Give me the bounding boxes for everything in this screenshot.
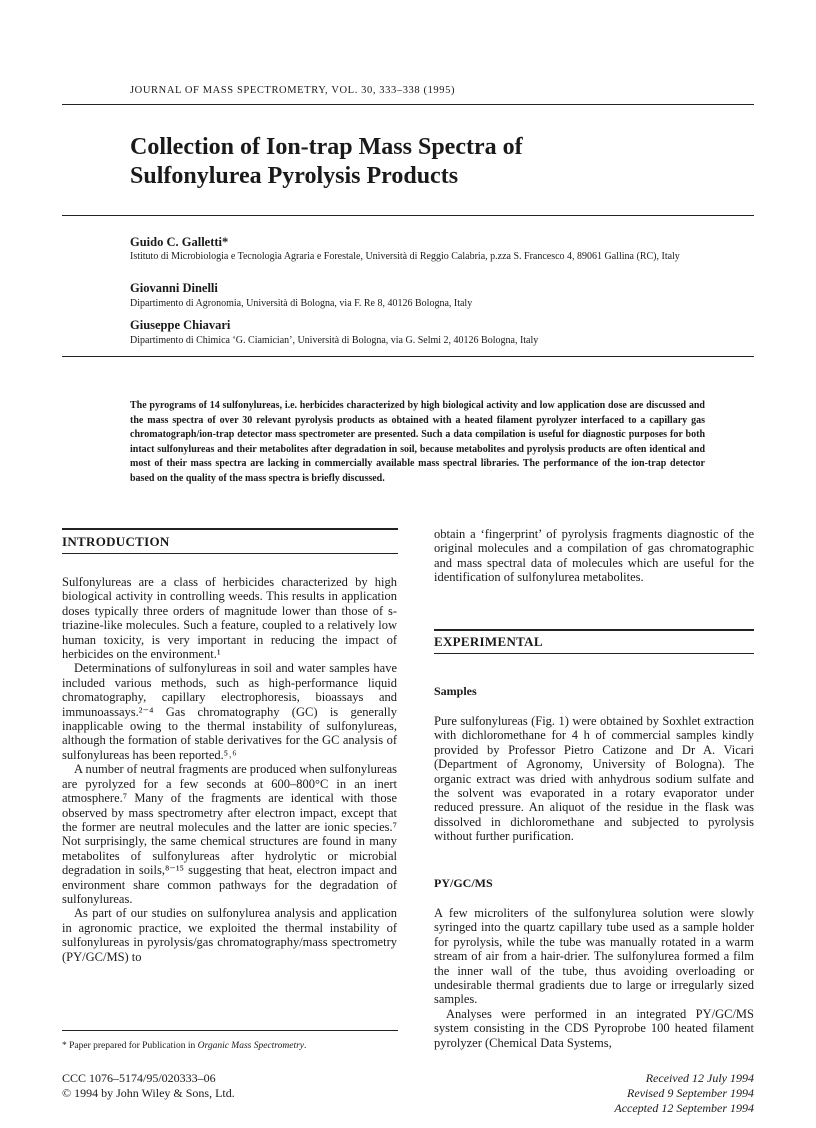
header-rule — [62, 104, 754, 105]
title-line-1: Collection of Ion-trap Mass Spectra of — [130, 134, 523, 160]
article-title — [130, 133, 730, 191]
paragraph: A few microliters of the sulfonylurea solution were slowly syringed into the quartz capillary tube used as a sample holder for pyrolysis, while the tube was manually rotated in a warm stream of air from a hair-drier. The sulfonylurea formed a film the inner wall of the tube, thus avoiding overloading or undesirable thermal gradients due to large or irregularly sized samples. — [434, 906, 754, 1007]
intro-rule-top — [62, 528, 398, 530]
author-name: Giovanni Dinelli — [130, 281, 218, 295]
paragraph: Analyses were performed in an integrated PY/GC/MS system consisting in the CDS Pyroprobe 100 heated filament pyrolyzer (Chemical Data Systems, — [434, 1006, 754, 1050]
footnote-suffix: . — [304, 1041, 307, 1051]
introduction-body — [62, 575, 397, 964]
section-heading-experimental: EXPERIMENTAL — [434, 634, 543, 649]
ccc-code: CCC 1076–5174/95/020333–06 — [62, 1071, 216, 1085]
title-line-2: Sulfonylurea Pyrolysis Products — [130, 163, 459, 189]
authors-rule — [62, 356, 754, 357]
subheading-pygcms: PY/GC/MS — [434, 876, 493, 890]
footnote-journal: Organic Mass Spectrometry — [197, 1041, 305, 1051]
samples-body: Pure sulfonylureas (Fig. 1) were obtained by Soxhlet extraction with dichloromethane for 4 h of commercial samples kindly provided by Professor Pietro Catizone and Dr A. Vicari (Department of Agronomy, University of Bologna). The organic extract was dried with anhydrous sodium sulfate and the solvent was evaporated in a rotary evaporator under reduced pressure. An aliquot of the residue in the flask was dissolved in dichloromethane and subjected to pyrolysis without further purification. — [434, 714, 754, 844]
footnote — [62, 1041, 306, 1051]
intro-continuation: obtain a ‘fingerprint’ of pyrolysis fragments diagnostic of the original molecules and a compilation of gas chromatographic and mass spectral data of molecules which are useful for the identification of sulfonylurea metabolites. — [434, 527, 754, 585]
paragraph: Determinations of sulfonylureas in soil and water samples have included various methods, such as high-performance liquid chromatography, capillary electrophoresis, bioassays and immunoassays.²⁻⁴ Gas chromatography (GC) is generally inapplicable owing to the thermal instability of sulfonylureas, although the formation of stable derivatives for the GC analysis of sulfonylureas has been reported.⁵˒⁶ — [62, 661, 397, 762]
copyright: © 1994 by John Wiley & Sons, Ltd. — [62, 1086, 235, 1100]
footnote-rule — [62, 1030, 398, 1031]
author-name: Guido C. Galletti* — [130, 235, 229, 249]
pygcms-body — [434, 906, 754, 1050]
paragraph: As part of our studies on sulfonylurea analysis and application in agronomic practice, we exploited the thermal instability of sulfonylureas in pyrolysis/gas chromatography/mass spectrometry (PY/GC/MS) to — [62, 906, 397, 964]
author-affiliation: Dipartimento di Chimica ‘G. Ciamician’, Università di Bologna, via G. Selmi 2, 40126 Bologna, Italy — [130, 335, 539, 346]
author-name: Giuseppe Chiavari — [130, 318, 231, 332]
author-affiliation: Istituto di Microbiologia e Tecnologia Agraria e Forestale, Università di Reggio Calabria, p.zza S. Francesco 4, 89061 Gallina (RC), Italy — [130, 251, 680, 262]
received-date: Received 12 July 1994 — [645, 1071, 754, 1085]
experimental-rule-top — [434, 629, 754, 631]
author-affiliation: Dipartimento di Agronomia, Università di Bologna, via F. Re 8, 40126 Bologna, Italy — [130, 298, 473, 309]
accepted-date: Accepted 12 September 1994 — [614, 1101, 754, 1115]
manuscript-dates — [560, 1071, 754, 1116]
footnote-prefix: * Paper prepared for Publication in — [62, 1041, 198, 1051]
subheading-samples: Samples — [434, 684, 477, 698]
intro-rule-bottom — [62, 553, 398, 554]
section-heading-introduction: INTRODUCTION — [62, 534, 170, 549]
experimental-rule-bottom — [434, 653, 754, 654]
journal-header: JOURNAL OF MASS SPECTROMETRY, VOL. 30, 333–338 (1995) — [130, 85, 456, 96]
paragraph: A number of neutral fragments are produced when sulfonylureas are pyrolyzed for a few seconds at 600–800°C in an inert atmosphere.⁷ Many of the fragments are identical with those observed by mass spectrometry after electron impact, except that the former are neutral molecules and the latter are ionic species.⁷ Not surprisingly, the same chemical structures are found in many metabolites of sulfonylureas after hydrolytic or microbial degradation in soils,⁸⁻¹⁵ suggesting that heat, electron impact and environment share common pathways for the degradation of sulfonylureas. — [62, 762, 397, 906]
revised-date: Revised 9 September 1994 — [627, 1086, 754, 1100]
abstract: The pyrograms of 14 sulfonylureas, i.e. herbicides characterized by high biological activity and low application dose are discussed and the mass spectra of over 30 relevant pyrolysis products as obtained with a heated filament pyrolyzer interfaced to a capillary gas chromatograph/ion-trap detector mass spectrometer are presented. Such a data compilation is useful for diagnostic purposes for both intact sulfonylureas and their metabolites after degradation in soil, because metabolites and pyrolysis products are often identical and most of their mass spectra are lacking in commercially available mass spectral libraries. The performance of the ion-trap detector based on the quality of the mass spectra is briefly discussed. — [130, 400, 705, 484]
paragraph: Sulfonylureas are a class of herbicides characterized by high biological activity in controlling weeds. This results in application doses typically three orders of magnitude lower than those of s-triazine-like molecules. Such a feature, coupled to a relatively low human toxicity, is very important in reducing the impact of herbicides on the environment.¹ — [62, 575, 397, 662]
publication-info — [62, 1071, 235, 1101]
title-rule — [62, 215, 754, 216]
